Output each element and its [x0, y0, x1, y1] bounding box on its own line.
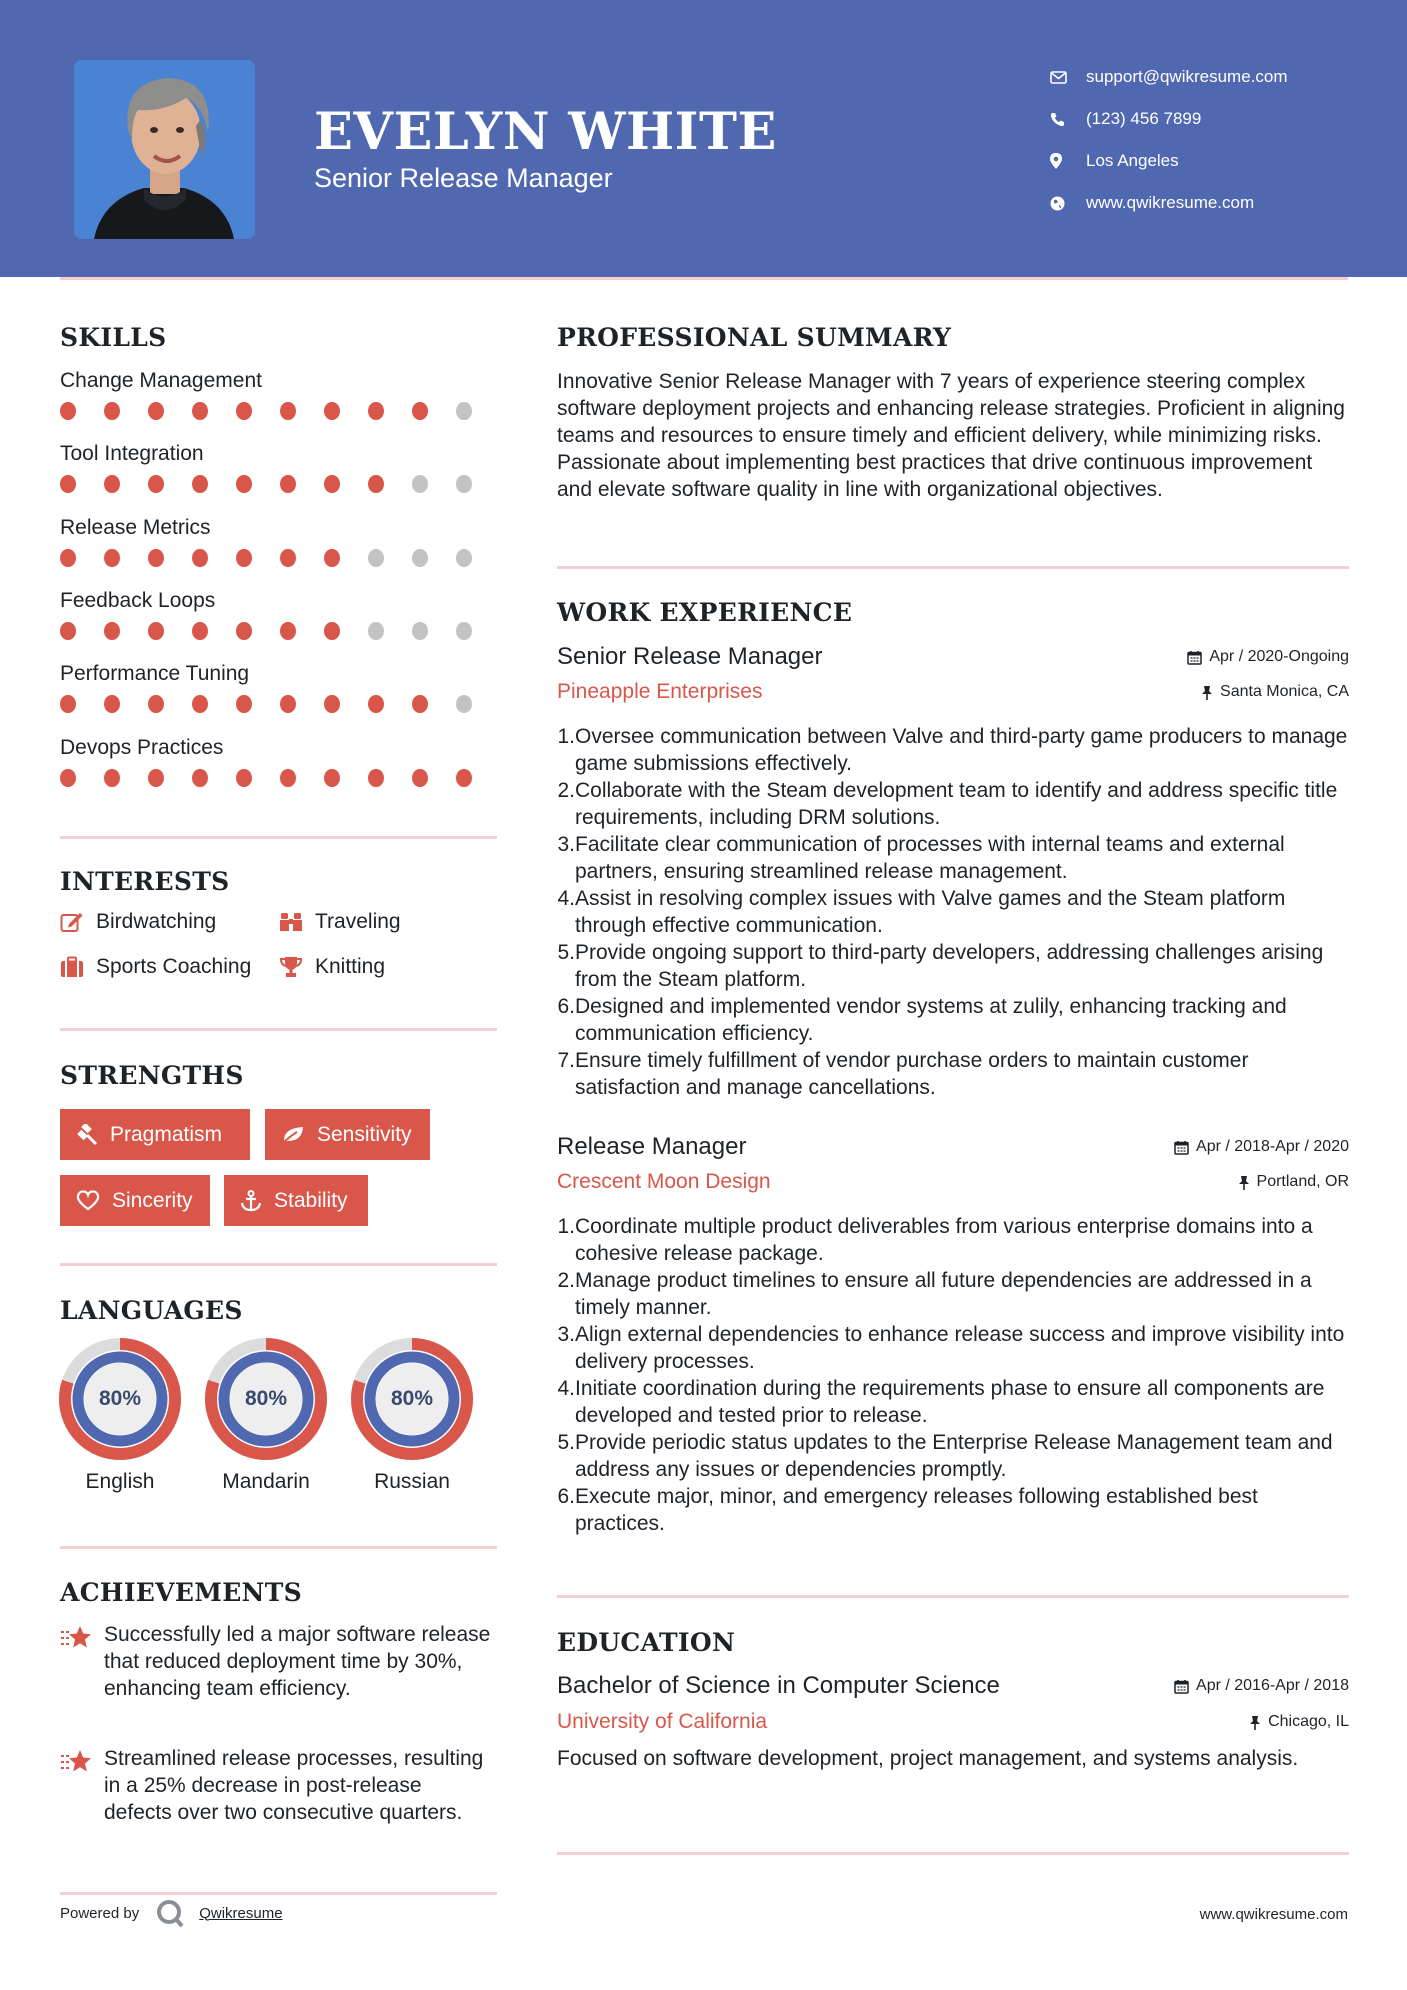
duty-text: Assist in resolving complex issues with Valve games and the Steam platform through effective communication. — [575, 887, 1286, 937]
rating-dot-empty — [456, 475, 472, 493]
interests-divider — [60, 1028, 497, 1031]
duty-number: 6. — [557, 1485, 575, 1508]
skill-row — [60, 513, 500, 567]
languages-heading: LANGUAGES — [60, 1296, 243, 1325]
pushpin-icon — [1238, 1175, 1250, 1190]
powered-by-label: Powered by — [60, 1904, 140, 1922]
leaf-icon — [281, 1125, 305, 1145]
rating-dot-filled — [280, 402, 296, 420]
achievement-item — [60, 1745, 500, 1826]
duty-item — [557, 1047, 1349, 1101]
interest-item — [279, 955, 385, 979]
skills-divider — [60, 836, 497, 839]
gavel-icon — [76, 1124, 98, 1146]
globe-icon — [1050, 196, 1086, 211]
achievement-text: Successfully led a major software release that reduced deployment time by 30%, enhancing team efficiency. — [104, 1623, 491, 1700]
rating-dot-filled — [236, 769, 252, 787]
summary-text: Innovative Senior Release Manager with 7 years of experience steering complex software deployment projects and enhancing release strategies. Proficient in aligning teams and resources to ensure timely and efficient delivery, while minimizing risks. Passionate about implementing best practices that drive continuous improvement and elevate software quality in line with organizational objectives. — [557, 370, 1345, 501]
duty-item — [557, 939, 1349, 993]
contact-website-text: www.qwikresume.com — [1086, 193, 1255, 212]
rating-dot-empty — [456, 549, 472, 567]
envelope-icon — [1050, 71, 1086, 84]
duty-text: Designed and implemented vendor systems at zulily, enhancing tracking and communication efficiency. — [575, 995, 1287, 1045]
footer-url[interactable]: www.qwikresume.com — [1199, 1906, 1348, 1923]
qwikresume-logo-icon — [155, 1898, 185, 1928]
rating-dot-filled — [60, 695, 76, 713]
duty-text: Provide ongoing support to third-party developers, addressing challenges arising from the Steam platform. — [575, 941, 1324, 991]
duty-number: 4. — [557, 1377, 575, 1400]
calendar-icon — [1187, 650, 1202, 665]
language-item — [205, 1338, 327, 1494]
job-company: Pineapple Enterprises — [557, 680, 763, 703]
rating-dot-empty — [368, 622, 384, 640]
rating-dot-filled — [104, 549, 120, 567]
header-banner — [0, 0, 1407, 277]
education-header — [557, 1670, 1349, 1702]
rating-dot-filled — [192, 622, 208, 640]
rating-dot-filled — [148, 695, 164, 713]
contact-email-text: support@qwikresume.com — [1086, 67, 1288, 86]
rating-dot-empty — [412, 549, 428, 567]
duty-number: 2. — [557, 1269, 575, 1292]
skill-rating — [60, 622, 500, 640]
duty-text: Ensure timely fulfillment of vendor purchase orders to maintain customer satisfaction and manage cancellations. — [575, 1049, 1249, 1099]
rating-dot-empty — [412, 475, 428, 493]
rating-dot-filled — [236, 549, 252, 567]
skill-row — [60, 659, 500, 713]
rating-dot-filled — [148, 549, 164, 567]
summary-divider — [557, 566, 1349, 569]
language-item — [59, 1338, 181, 1494]
binoculars-icon — [279, 911, 315, 933]
duty-number: 3. — [557, 833, 575, 856]
rating-dot-filled — [192, 695, 208, 713]
rating-dot-filled — [368, 695, 384, 713]
rating-dot-filled — [192, 475, 208, 493]
skills-heading: SKILLS — [60, 323, 167, 352]
language-percent: 80% — [98, 1387, 142, 1410]
duty-text: Oversee communication between Valve and third-party game producers to manage game submissions effectively. — [575, 725, 1348, 775]
education-description: Focused on software development, project management, and systems analysis. — [557, 1747, 1299, 1770]
candidate-name: EVELYN WHITE — [314, 102, 777, 162]
education-subheader — [557, 1708, 1349, 1736]
duty-item — [557, 1375, 1349, 1429]
duty-text: Manage product timelines to ensure all future dependencies are addressed in a timely manner. — [575, 1269, 1312, 1319]
duty-number: 2. — [557, 779, 575, 802]
duty-item — [557, 993, 1349, 1047]
duty-number: 1. — [557, 725, 575, 748]
rating-dot-filled — [236, 475, 252, 493]
achievements-divider — [60, 1892, 497, 1895]
strength-badge — [265, 1109, 430, 1160]
job-subheader — [557, 678, 1349, 706]
rating-dot-filled — [60, 769, 76, 787]
rating-dot-filled — [192, 549, 208, 567]
rating-dot-empty — [368, 549, 384, 567]
interest-item — [279, 910, 401, 934]
duty-item — [557, 1267, 1349, 1321]
rating-dot-filled — [60, 402, 76, 420]
skill-rating — [60, 475, 500, 493]
education-degree: Bachelor of Science in Computer Science — [557, 1672, 1000, 1699]
skill-rating — [60, 549, 500, 567]
job-subheader — [557, 1168, 1349, 1196]
rating-dot-filled — [280, 475, 296, 493]
achievement-text: Streamlined release processes, resulting in a 25% decrease in post-release defects over two consecutive quarters. — [104, 1747, 484, 1824]
contact-location-text: Los Angeles — [1086, 151, 1179, 170]
duty-item — [557, 1429, 1349, 1483]
duty-text: Provide periodic status updates to the Enterprise Release Management team and address any issues or dependencies promptly. — [575, 1431, 1333, 1481]
duty-number: 5. — [557, 1431, 575, 1454]
contact-phone-text: (123) 456 7899 — [1086, 109, 1202, 128]
rating-dot-filled — [148, 622, 164, 640]
interests-heading: INTERESTS — [60, 867, 230, 896]
rating-dot-filled — [192, 402, 208, 420]
rating-dot-filled — [280, 622, 296, 640]
language-percent: 80% — [390, 1387, 434, 1410]
skill-rating — [60, 695, 500, 713]
pushpin-icon — [1201, 685, 1213, 700]
duty-number: 5. — [557, 941, 575, 964]
contact-email[interactable] — [1050, 56, 1288, 98]
duty-item — [557, 1321, 1349, 1375]
education-location: Chicago, IL — [1249, 1713, 1349, 1731]
interest-label: Traveling — [315, 910, 401, 933]
rating-dot-filled — [104, 475, 120, 493]
duty-item — [557, 777, 1349, 831]
job-role: Release Manager — [557, 1133, 747, 1160]
skill-row — [60, 366, 500, 420]
skill-name: Release Metrics — [60, 515, 211, 539]
rating-dot-filled — [412, 402, 428, 420]
summary-heading: PROFESSIONAL SUMMARY — [557, 323, 952, 352]
rating-dot-filled — [412, 695, 428, 713]
rating-dot-empty — [456, 402, 472, 420]
contact-list — [1050, 56, 1288, 224]
job-location: Santa Monica, CA — [1201, 683, 1349, 701]
duty-item — [557, 831, 1349, 885]
rating-dot-filled — [280, 769, 296, 787]
rating-dot-empty — [456, 622, 472, 640]
strength-badge — [60, 1175, 210, 1226]
skill-name: Change Management — [60, 369, 262, 392]
rating-dot-filled — [236, 695, 252, 713]
interest-label: Birdwatching — [96, 910, 217, 933]
duty-number: 7. — [557, 1049, 575, 1072]
strength-badge — [224, 1175, 368, 1226]
rating-dot-filled — [368, 475, 384, 493]
education-school: University of California — [557, 1710, 768, 1733]
skill-name: Performance Tuning — [60, 662, 250, 686]
strength-label: Stability — [274, 1188, 348, 1212]
contact-website[interactable] — [1050, 182, 1288, 224]
duty-item — [557, 1213, 1349, 1267]
job-location: Portland, OR — [1238, 1173, 1349, 1191]
heart-icon — [76, 1190, 100, 1211]
job-header — [557, 641, 1349, 673]
rating-dot-filled — [324, 402, 340, 420]
job-header — [557, 1131, 1349, 1163]
job-dates: Apr / 2020-Ongoing — [1187, 648, 1349, 666]
rating-dot-empty — [412, 622, 428, 640]
job-duties-list — [557, 1213, 1349, 1537]
rating-dot-filled — [104, 622, 120, 640]
rating-dot-filled — [148, 475, 164, 493]
strengths-divider — [60, 1263, 497, 1266]
rating-dot-filled — [60, 475, 76, 493]
rating-dot-filled — [280, 695, 296, 713]
pushpin-icon — [1249, 1715, 1261, 1730]
strength-badge — [60, 1109, 250, 1160]
duty-number: 3. — [557, 1323, 575, 1346]
rating-dot-filled — [324, 695, 340, 713]
calendar-icon — [1174, 1140, 1189, 1155]
rating-dot-filled — [412, 769, 428, 787]
interest-item — [60, 955, 251, 979]
rating-dot-filled — [104, 402, 120, 420]
header-divider — [60, 277, 1348, 280]
interest-label: Knitting — [315, 955, 386, 978]
duty-text: Initiate coordination during the requirements phase to ensure all components are developed and tested prior to release. — [575, 1377, 1325, 1427]
rating-dot-filled — [324, 622, 340, 640]
duty-text: Execute major, minor, and emergency releases following established best practices. — [575, 1485, 1258, 1535]
phone-icon — [1050, 112, 1086, 127]
skill-row — [60, 733, 500, 787]
job-dates: Apr / 2018-Apr / 2020 — [1174, 1138, 1349, 1156]
map-pin-icon — [1050, 153, 1086, 169]
pencil-icon — [60, 911, 96, 933]
achievements-heading: ACHIEVEMENTS — [60, 1578, 302, 1607]
duty-text: Collaborate with the Steam development team to identify and address specific title requirements, including DRM solutions. — [575, 779, 1338, 829]
skill-rating — [60, 769, 500, 787]
suitcase-icon — [60, 956, 96, 978]
duty-text: Coordinate multiple product deliverables from various enterprise domains into a cohesive release package. — [575, 1215, 1313, 1265]
language-name: Russian — [374, 1470, 450, 1493]
interest-item — [60, 910, 216, 934]
anchor-icon — [240, 1190, 262, 1212]
duty-item — [557, 1483, 1349, 1537]
language-item — [351, 1338, 473, 1494]
experience-heading: WORK EXPERIENCE — [557, 598, 853, 627]
education-dates: Apr / 2016-Apr / 2018 — [1174, 1677, 1349, 1695]
rating-dot-empty — [456, 695, 472, 713]
contact-location — [1050, 140, 1288, 182]
star-badge-icon — [60, 1621, 104, 1702]
candidate-title: Senior Release Manager — [314, 163, 613, 193]
footer-powered-by — [60, 1898, 283, 1928]
language-percent: 80% — [244, 1387, 288, 1410]
calendar-icon — [1174, 1679, 1189, 1694]
strength-label: Pragmatism — [110, 1122, 223, 1146]
contact-phone[interactable] — [1050, 98, 1288, 140]
skill-name: Feedback Loops — [60, 588, 216, 612]
interest-label: Sports Coaching — [96, 955, 252, 978]
skill-row — [60, 439, 500, 493]
duty-text: Align external dependencies to enhance release success and improve visibility into delivery processes. — [575, 1323, 1345, 1373]
achievement-item — [60, 1621, 500, 1702]
job-duties-list — [557, 723, 1349, 1101]
rating-dot-filled — [148, 402, 164, 420]
duty-text: Facilitate clear communication of processes with internal teams and external partners, ensuring streamlined release management. — [575, 833, 1285, 883]
star-badge-icon — [60, 1745, 104, 1826]
strength-label: Sensitivity — [317, 1122, 412, 1146]
rating-dot-filled — [368, 769, 384, 787]
rating-dot-filled — [456, 769, 472, 787]
skill-row — [60, 586, 500, 640]
rating-dot-filled — [324, 475, 340, 493]
duty-number: 6. — [557, 995, 575, 1018]
skill-rating — [60, 402, 500, 420]
duty-item — [557, 723, 1349, 777]
duty-item — [557, 885, 1349, 939]
rating-dot-filled — [280, 549, 296, 567]
languages-divider — [60, 1546, 497, 1549]
profile-photo — [74, 60, 255, 239]
job-role: Senior Release Manager — [557, 643, 823, 670]
qwikresume-link[interactable]: Qwikresume — [199, 1904, 283, 1922]
rating-dot-filled — [324, 769, 340, 787]
language-name: Mandarin — [222, 1470, 310, 1493]
strength-label: Sincerity — [112, 1188, 193, 1212]
rating-dot-filled — [60, 549, 76, 567]
rating-dot-filled — [104, 695, 120, 713]
strengths-heading: STRENGTHS — [60, 1061, 244, 1090]
rating-dot-filled — [148, 769, 164, 787]
trophy-icon — [279, 956, 315, 978]
duty-number: 1. — [557, 1215, 575, 1238]
rating-dot-filled — [368, 402, 384, 420]
rating-dot-filled — [324, 549, 340, 567]
rating-dot-filled — [104, 769, 120, 787]
rating-dot-filled — [192, 769, 208, 787]
experience-divider — [557, 1595, 1349, 1598]
language-name: English — [85, 1470, 155, 1493]
rating-dot-filled — [60, 622, 76, 640]
rating-dot-filled — [236, 622, 252, 640]
duty-number: 4. — [557, 887, 575, 910]
rating-dot-filled — [236, 402, 252, 420]
skill-name: Tool Integration — [60, 442, 204, 466]
skill-name: Devops Practices — [60, 735, 224, 759]
education-heading: EDUCATION — [557, 1628, 736, 1657]
education-divider — [557, 1852, 1349, 1855]
job-company: Crescent Moon Design — [557, 1170, 771, 1193]
